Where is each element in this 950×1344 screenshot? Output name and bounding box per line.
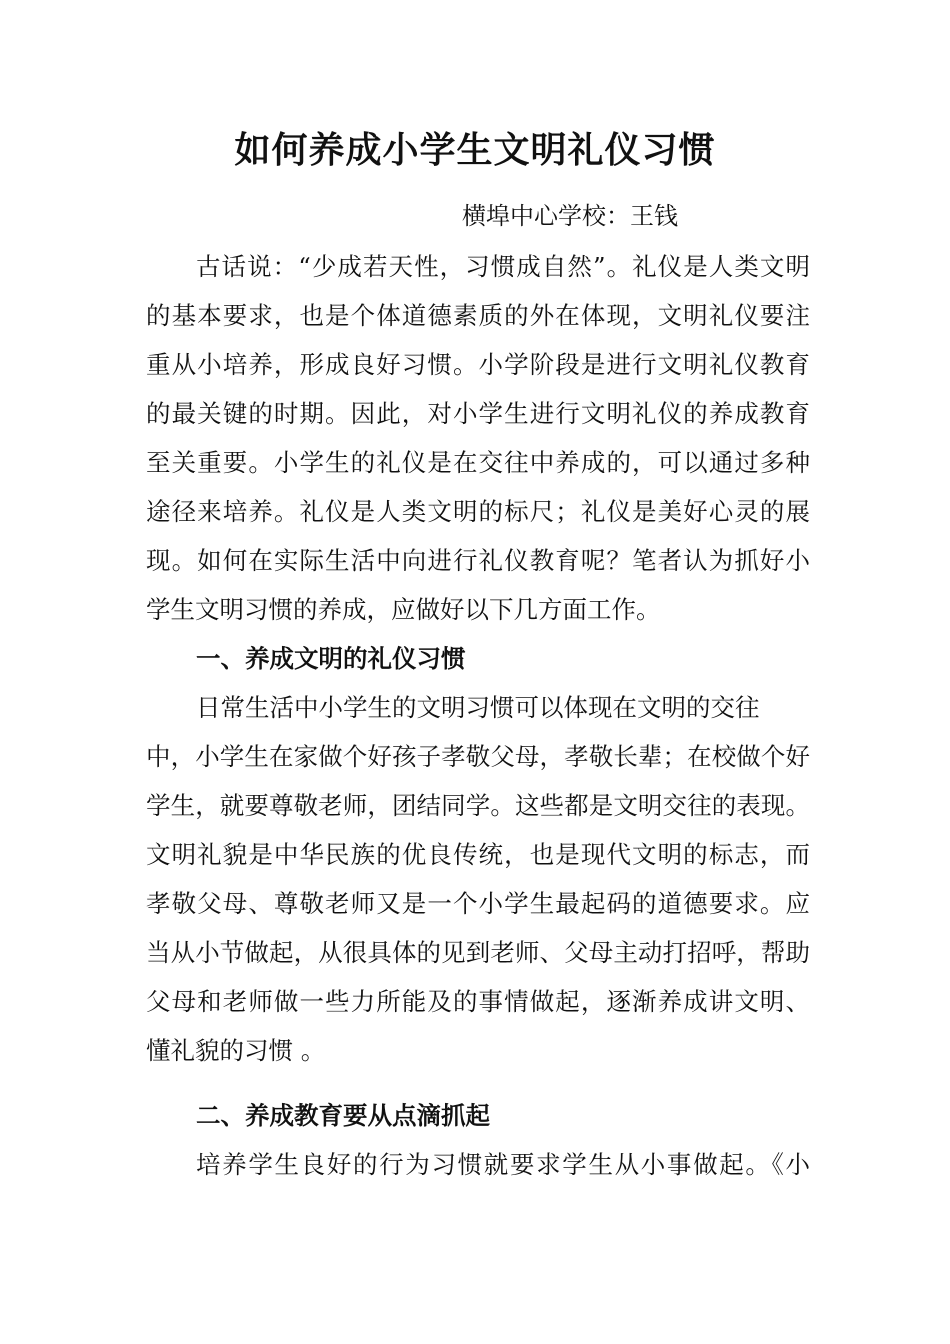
paragraph-line: 当从小节做起，从很具体的见到老师、父母主动打招呼，帮助: [146, 938, 810, 967]
paragraph-line: 日常生活中小学生的文明习惯可以体现在文明的交往: [196, 693, 760, 722]
author-line: 横埠中心学校：王钱: [462, 202, 678, 230]
section-heading: 二、养成教育要从点滴抓起: [196, 1101, 490, 1130]
paragraph-line: 中，小学生在家做个好孩子孝敬父母，孝敬长辈；在校做个好: [146, 742, 810, 771]
section-heading: 一、养成文明的礼仪习惯: [196, 644, 466, 673]
paragraph-line: 学生，就要尊敬老师，团结同学。这些都是文明交往的表现。: [146, 791, 810, 820]
paragraph-line: 至关重要。小学生的礼仪是在交往中养成的，可以通过多种: [146, 448, 810, 477]
paragraph-line: 的基本要求，也是个体道德素质的外在体现，文明礼仪要注: [146, 301, 810, 330]
document-body: [146, 247, 810, 1194]
paragraph-line: 学生文明习惯的养成，应做好以下几方面工作。: [146, 595, 661, 624]
paragraph-line: 懂礼貌的习惯 。: [146, 1036, 326, 1065]
paragraph-line: 古话说：“少成若天性，习惯成自然”。礼仪是人类文明: [196, 252, 810, 281]
paragraph-line: 文明礼貌是中华民族的优良传统，也是现代文明的标志，而: [146, 840, 810, 869]
spacer: [146, 1080, 810, 1096]
paragraph-line: 父母和老师做一些力所能及的事情做起，逐渐养成讲文明、: [146, 987, 810, 1016]
paragraph-line: 的最关键的时期。因此，对小学生进行文明礼仪的养成教育: [146, 399, 810, 428]
paragraph-line: 现。如何在实际生活中向进行礼仪教育呢？笔者认为抓好小: [146, 546, 810, 575]
document-title: 如何养成小学生文明礼仪习惯: [234, 129, 716, 171]
paragraph-line: 途径来培养。礼仪是人类文明的标尺；礼仪是美好心灵的展: [146, 497, 810, 526]
paragraph-line: 孝敬父母、尊敬老师又是一个小学生最起码的道德要求。应: [146, 889, 810, 918]
paragraph-line: 重从小培养，形成良好习惯。小学阶段是进行文明礼仪教育: [146, 350, 810, 379]
paragraph-line: 培养学生良好的行为习惯就要求学生从小事做起。《小: [196, 1150, 810, 1179]
